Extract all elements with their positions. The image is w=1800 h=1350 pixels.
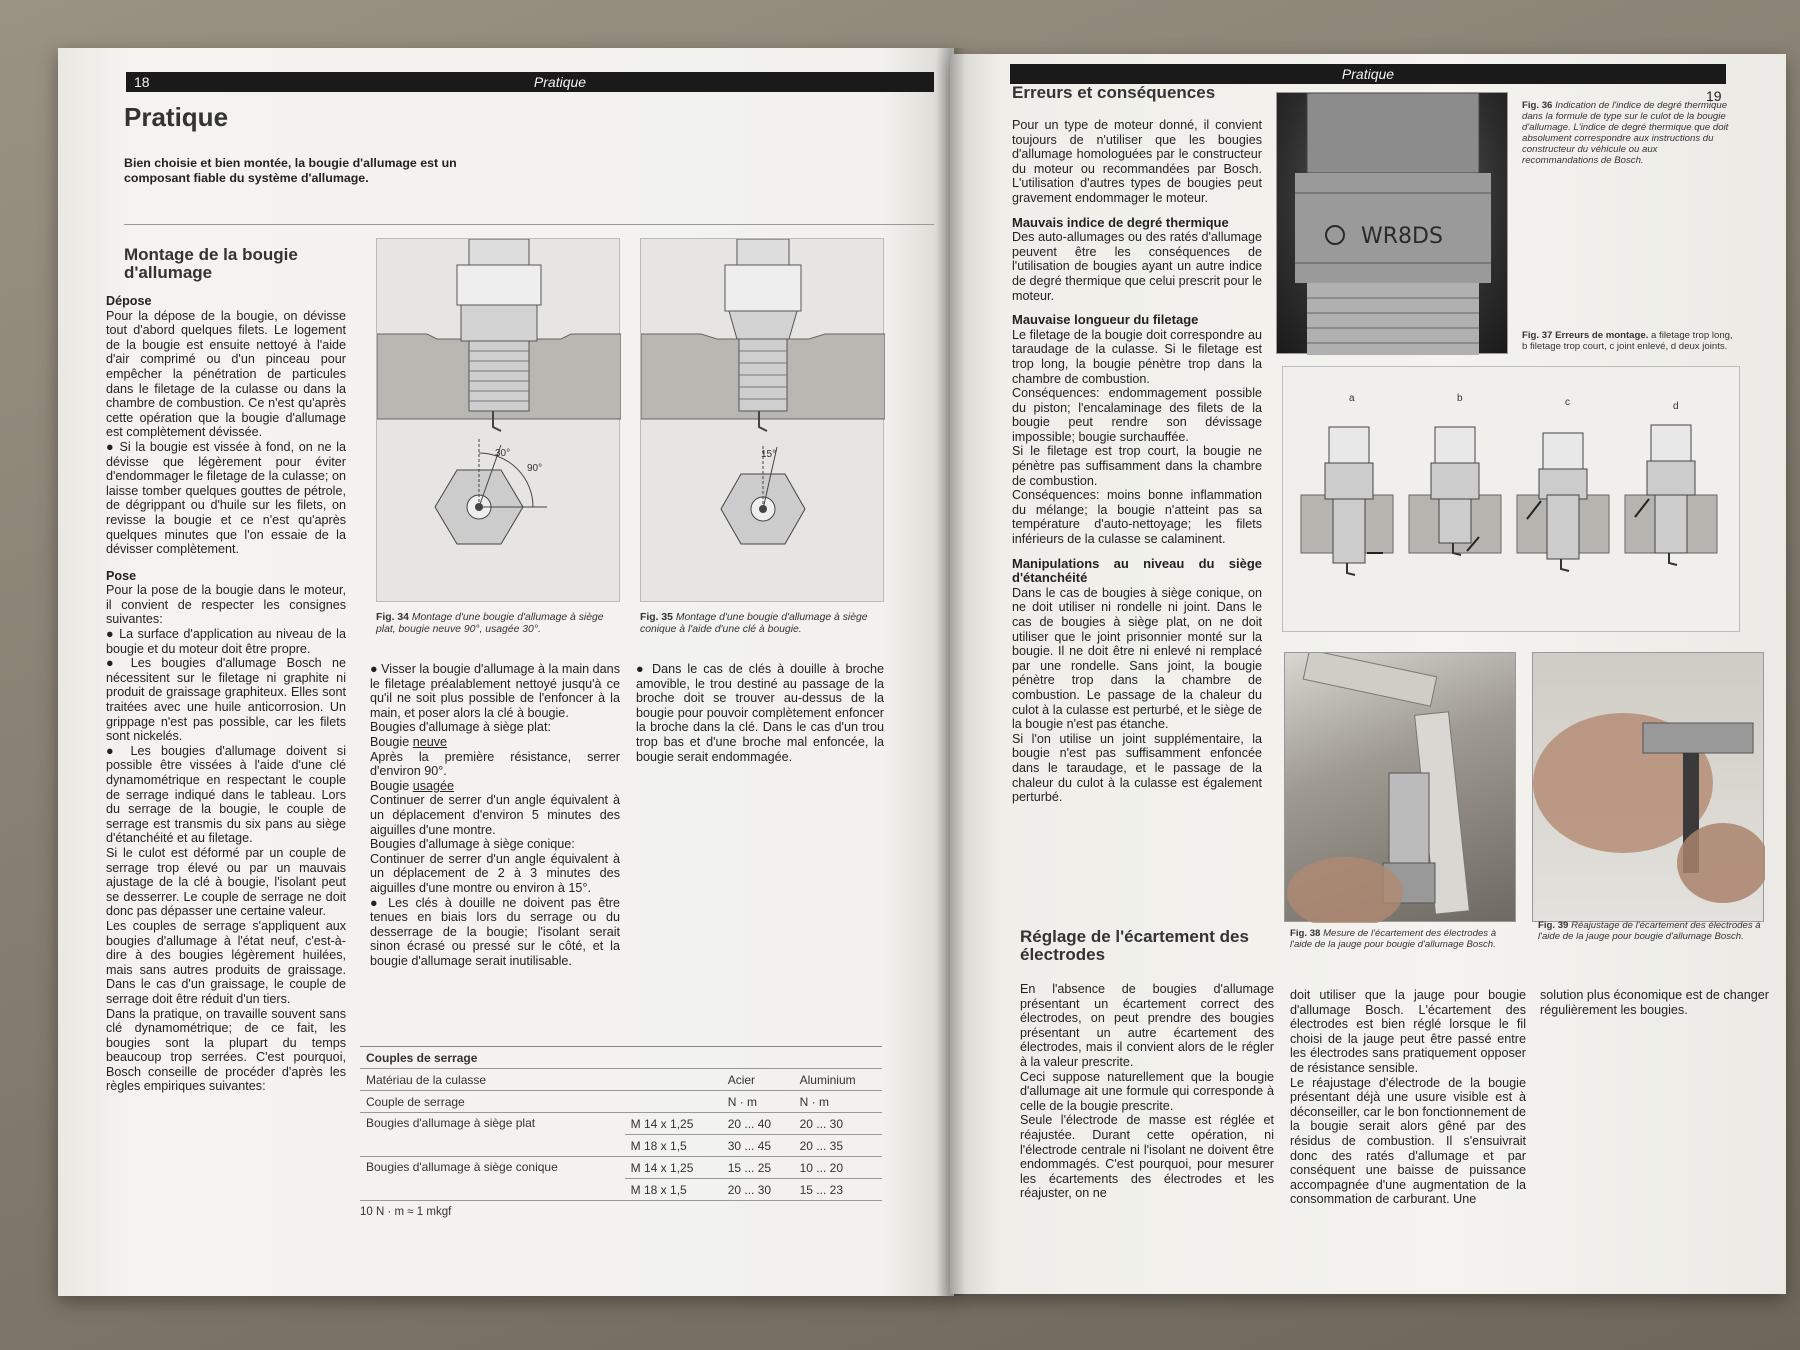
figure-37 [1282, 366, 1740, 632]
fig36-caption-text: Indication de l'indice de degré thermique dans la formule de type sur le culot de la bougie d'allumage. L'indice de degré thermique que doit absolument correspondre aux instructions du constructeur du véhicule ou aux recommandations de Bosch. [1522, 100, 1729, 166]
left-column-text [106, 294, 346, 1094]
left-page-number: 18 [134, 74, 150, 90]
table-row-torque: Couple de serrage [360, 1091, 722, 1113]
table-cell-steel: 20 ... 30 [722, 1179, 794, 1201]
fig37-caption-number: Fig. 37 [1522, 330, 1553, 341]
gap-column-3 [1540, 988, 1770, 1017]
mid-line-1: Bougies d'allumage à siège plat: [370, 720, 551, 735]
table-cell-alu: 10 ... 20 [794, 1157, 882, 1179]
fig34-angle-30: 30° [495, 448, 511, 459]
thread-heading: Mauvaise longueur du filetage [1012, 312, 1199, 328]
figure-35-drawing [641, 239, 885, 603]
seat-text-2: Si l'on utilise un joint supplémentaire, la bougie n'est pas suffisamment enfoncée dans le taraudage, et le passage de la chaleur du culot à la culasse est également perturbé. [1012, 731, 1262, 805]
right-column-text [636, 662, 884, 764]
pose-bullet-1: ● La surface d'application au niveau de la bougie et du moteur doit être propre. [106, 627, 346, 656]
table-row-flat: Bougies d'allumage à siège plat [360, 1113, 625, 1157]
fig35-caption-text: Montage d'une bougie d'allumage à siège conique à l'aide d'une clé à bougie. [640, 612, 868, 635]
seat-heading: Manipulations au niveau du siège d'étanchéité [1012, 555, 1262, 586]
errors-heading: Erreurs et conséquences [1012, 83, 1216, 102]
gap-col2-text-b: Le réajustage d'électrode de la bougie présentant déjà une usure visible est à déconseiller, car le bon fonctionnement de la bougie serait alors gêné par des résidus de combustion. Il s'ensuivrait donc des ratés d'allumage et par conséquent une baisse de puissance accompagnée d'une augmentation de la consommation de carburant. Une [1290, 1075, 1526, 1207]
depose-text: Pour la dépose de la bougie, on dévisse tout d'abord quelques filets. Le logement de la bougie est ensuite nettoyé à l'aide d'air comprimé ou d'un pinceau pour empêcher la pénétration de particules dans le filetage de la culasse ou dans la chambre de combustion. Ce n'est qu'après cette opération que la bougie d'allumage est complètement dévissée. [106, 308, 346, 440]
table-cell-alu: 20 ... 35 [794, 1135, 882, 1157]
fig38-caption [1290, 928, 1520, 950]
gap-gauge-photo-drawing [1285, 653, 1517, 923]
mid-line-4-prefix: Bougie [370, 778, 413, 793]
left-section-label: Pratique [533, 74, 587, 90]
table-cell-steel: 30 ... 45 [722, 1135, 794, 1157]
errors-text: Pour un type de moteur donné, il convient toujours de n'utiliser que les bougies d'allumage homologuées par le constructeur du moteur ou recommandées par Bosch. L'utilisation d'autres types de bougies peut gravement endommager le moteur. [1012, 118, 1262, 205]
table-unit-alu: N · m [794, 1091, 882, 1113]
fig37-label-c: c [1565, 397, 1570, 408]
mid-line-6: Bougies d'allumage à siège conique: [370, 837, 575, 852]
figure-39-photo [1532, 652, 1764, 922]
figure-38-photo [1284, 652, 1516, 922]
fig39-caption-number: Fig. 39 [1538, 920, 1569, 931]
lead-paragraph: Bien choisie et bien montée, la bougie d'allumage est un composant fiable du système d'allumage. [124, 156, 457, 185]
table-title: Couples de serrage [360, 1047, 882, 1069]
fig35-caption [640, 612, 888, 636]
thermal-heading: Mauvais indice de degré thermique [1012, 214, 1229, 230]
page-title: Pratique [124, 102, 229, 132]
table-col-alu: Aluminium [794, 1069, 882, 1091]
table-cell-size: M 14 x 1,25 [625, 1157, 722, 1179]
depose-bullet: ● Si la bougie est vissée à fond, on ne la dévisse que légèrement pour éviter d'endommager le filetage de la culasse; on laisse tomber quelques gouttes de pétrole, de dégrippant ou d'huile sur les filets, on revisse la bougie et ce n'est qu'après quelques minutes que l'on essaie de la dévisser complètement. [106, 439, 346, 557]
regap-photo-drawing [1533, 653, 1765, 923]
mid-line-5: Continuer de serrer d'un angle équivalent à un déplacement d'environ 5 minutes des aiguilles d'une montre. [370, 793, 620, 837]
montage-heading: Montage de la bougie d'allumage [124, 245, 298, 282]
fig37-label-b: b [1457, 393, 1463, 404]
fig34-angle-90: 90° [527, 463, 543, 474]
figure-34 [376, 238, 620, 602]
fig38-caption-text: Mesure de l'écartement des électrodes à l'aide de la jauge pour bougie d'allumage Bosch. [1290, 928, 1497, 950]
mid-bullet-2: ● Les clés à douille ne doivent pas être tenues en biais lors du serrage ou du desserrage de la bougie; l'isolant serait sinon écrasé ou pressé sur le côté, et la bougie d'allumage serait inutilisable. [370, 895, 620, 968]
fig35-caption-number: Fig. 35 [640, 612, 673, 623]
fig34-caption-number: Fig. 34 [376, 612, 409, 623]
middle-column-text [370, 662, 620, 968]
table-footnote: 10 N · m ≈ 1 mkgf [360, 1206, 452, 1218]
fig36-caption-number: Fig. 36 [1522, 100, 1553, 111]
mid-line-2 [370, 735, 620, 750]
fig37-label-d: d [1673, 401, 1679, 412]
left-header-bar [126, 72, 934, 92]
fig34-caption-text: Montage d'une bougie d'allumage à siège plat, bougie neuve 90°, usagée 30°. [376, 612, 604, 635]
gap-col1-text-c: Seule l'électrode de masse est réglée et réajustée. Durant cette opération, ni l'électrode centrale ni l'isolant ne doivent être endommagés. C'est pourquoi, pour mesurer les écartements des électrodes et les réajuster, on ne [1020, 1113, 1274, 1201]
fig36-caption [1522, 100, 1734, 166]
figure-34-drawing [377, 239, 621, 603]
figure-37-drawing [1283, 367, 1741, 633]
table-cell-steel: 15 ... 25 [722, 1157, 794, 1179]
pose-heading: Pose [106, 568, 137, 583]
figure-35 [640, 238, 884, 602]
spark-plug-photo-drawing [1277, 93, 1509, 355]
right-page-number: 19 [1706, 88, 1722, 104]
book-spine-shadow [936, 48, 966, 1296]
mid-line-4 [370, 779, 620, 794]
thermal-text: Des auto-allumages ou des ratés d'allumage peuvent être les conséquences de l'utilisation de bougies ayant un autre indice de degré thermique que celui prescrit pour le moteur. [1012, 230, 1262, 303]
pose-bullet-2: ● Les bougies d'allumage Bosch ne nécessitent sur le filetage ni graphite ni produit de graissage graphiteux. Elles sont traitées avec une huile anticorrosion. Un grippage n'est pas possible, car les filets sont nickelés. [106, 656, 346, 744]
figure-36-photo [1276, 92, 1508, 354]
gap-column-1 [1020, 982, 1274, 1201]
left-page [58, 48, 954, 1296]
errors-column-text [1012, 118, 1262, 805]
table-col-steel: Acier [722, 1069, 794, 1091]
fig37-caption-text: a filetage trop long, b filetage trop court, c joint enlevé, d deux joints. [1522, 330, 1733, 352]
pose-bullet-3: ● Les bougies d'allumage doivent si possible être vissées à l'aide d'une clé dynamométrique en respectant le couple de serrage indiqué dans le tableau. Lors du serrage de la bougie, le couple de serrage est transmis du six pans au siège d'étanchéité et au filetage. [106, 743, 346, 846]
gap-col3-text: solution plus économique est de changer régulièrement les bougies. [1540, 988, 1769, 1017]
fig39-caption [1538, 920, 1766, 942]
mid-bullet-1: ● Visser la bougie d'allumage à la main dans le filetage préalablement nettoyé jusqu'à ce qu'il ne soit plus possible de l'enfoncer à la main, et poser alors la clé à bougie. [370, 662, 620, 720]
depose-heading: Dépose [106, 294, 152, 308]
mid-line-3: Après la première résistance, serrer d'environ 90°. [370, 749, 620, 779]
table-row-conic: Bougies d'allumage à siège conique [360, 1157, 625, 1201]
pose-paragraph-2: Les couples de serrage s'appliquent aux bougies d'allumage à l'état neuf, c'est-à-dire à des bougies légèrement huilées, mais sans autres produits de graissage. Dans le cas d'un graissage, le couple de serrage doit être réduit d'un tiers. [106, 918, 346, 1006]
table-cell-size: M 14 x 1,25 [625, 1113, 722, 1135]
table-cell-steel: 20 ... 40 [722, 1113, 794, 1135]
right-header-bar [1010, 64, 1726, 84]
divider [124, 224, 934, 225]
right-section-label: Pratique [1341, 66, 1395, 82]
plug-type-marking: WR8DS [1361, 224, 1443, 249]
table-unit-steel: N · m [722, 1091, 794, 1113]
pose-paragraph-1: Si le culot est déformé par un couple de serrage trop élevé ou par un mauvais ajustage de la clé à bougie, l'isolant peut se desserrer. Le couple de serrage ne doit donc pas dépasser une certaine valeur. [106, 845, 346, 919]
mid-line-2-prefix: Bougie [370, 734, 413, 749]
fig37-label-a: a [1349, 393, 1355, 404]
mid-line-7: Continuer de serrer d'un angle équivalent à un déplacement de 2 à 3 minutes des aiguilles d'une montre ou environ à 15°. [370, 851, 620, 895]
fig34-caption [376, 612, 624, 636]
mid-line-2-word: neuve [412, 734, 448, 749]
table-cell-size: M 18 x 1,5 [625, 1179, 722, 1201]
mid-line-4-word: usagée [412, 778, 455, 793]
seat-text-1: Dans le cas de bougies à siège conique, on ne doit utiliser ni rondelle ni joint. Dans le cas de bougies à siège plat, on ne doit utiliser que le joint prisonnier monté sur la bougie. Il ne doit être ni enlevé ni remplacé par une rondelle. Sans joint, la bougie pénètre trop dans la chambre de combustion. Le passage de la chaleur du culot à la culasse est perturbé, et le siège de la bougie n'est pas étanche. [1012, 585, 1262, 732]
torque-table [360, 1046, 882, 1201]
gap-col2-text: doit utiliser que la jauge pour bougie d'allumage Bosch. L'écartement des électrodes est bien réglé lorsque le fil choisi de la jauge peut être passé entre les électrodes sans pratiquement opposer de résistance sensible. [1290, 988, 1526, 1075]
thread-text-2: Conséquences: endommagement possible du piston; l'encalaminage des filets de la bougie peut rendre son dévissage impossible; bougie surchauffée. [1012, 386, 1262, 444]
gap-col1-text: En l'absence de bougies d'allumage présentant un écartement correct des électrodes, on peut prendre des bougies présentant un autre écartement des électrodes, mais il convient alors de le régler à la valeur prescrite. [1020, 982, 1274, 1069]
pose-intro: Pour la pose de la bougie dans le moteur, il convient de respecter les consignes suivantes: [106, 583, 346, 627]
thread-text-4: Conséquences: moins bonne inflammation du mélange; la bougie n'atteint pas sa température d'auto-nettoyage; les filets inférieurs de la culasse se calaminent. [1012, 488, 1262, 547]
thread-text-3: Si le filetage est trop court, la bougie ne pénètre pas suffisamment dans la chambre de combustion. [1012, 444, 1262, 488]
fig39-caption-text: Réajustage de l'écartement des électrodes à l'aide de la jauge pour bougie d'allumage Bosch. [1538, 920, 1761, 942]
right-page [950, 54, 1786, 1294]
gap-col1-text-b: Ceci suppose naturellement que la bougie d'allumage ait une formule qui corresponde à celle de la bougie prescrite. [1020, 1069, 1274, 1113]
fig38-caption-number: Fig. 38 [1290, 928, 1321, 939]
table-col-material: Matériau de la culasse [360, 1069, 722, 1091]
fig35-angle-15: 15° [761, 449, 777, 460]
thread-text-1: Le filetage de la bougie doit correspondre au taraudage de la culasse. Si le filetage est trop long, la bougie pénètre trop dans la chambre de combustion. [1012, 327, 1262, 386]
fig37-caption-title: Erreurs de montage. [1555, 330, 1649, 341]
table-cell-size: M 18 x 1,5 [625, 1135, 722, 1157]
fig37-caption [1522, 330, 1734, 352]
table-cell-alu: 15 ... 23 [794, 1179, 882, 1201]
table-cell-alu: 20 ... 30 [794, 1113, 882, 1135]
pose-paragraph-3: Dans la pratique, on travaille souvent sans clé dynamométrique; de ce fait, les bougies sont la plupart du temps beaucoup trop serrées. C'est pourquoi, Bosch conseille de procéder d'après les règles empiriques suivantes: [106, 1006, 346, 1094]
gap-heading: Réglage de l'écartement des électrodes [1020, 927, 1249, 964]
right-bullet-1: ● Dans le cas de clés à douille à broche amovible, le trou destiné au passage de la broche doit se trouver au-dessus de la bougie pour pouvoir complètement enfoncer la broche dans la clé. Dans le cas d'un trou trop bas et d'une broche mal enfoncée, la bougie serait endommagée. [636, 662, 884, 764]
gap-column-2 [1290, 988, 1526, 1207]
